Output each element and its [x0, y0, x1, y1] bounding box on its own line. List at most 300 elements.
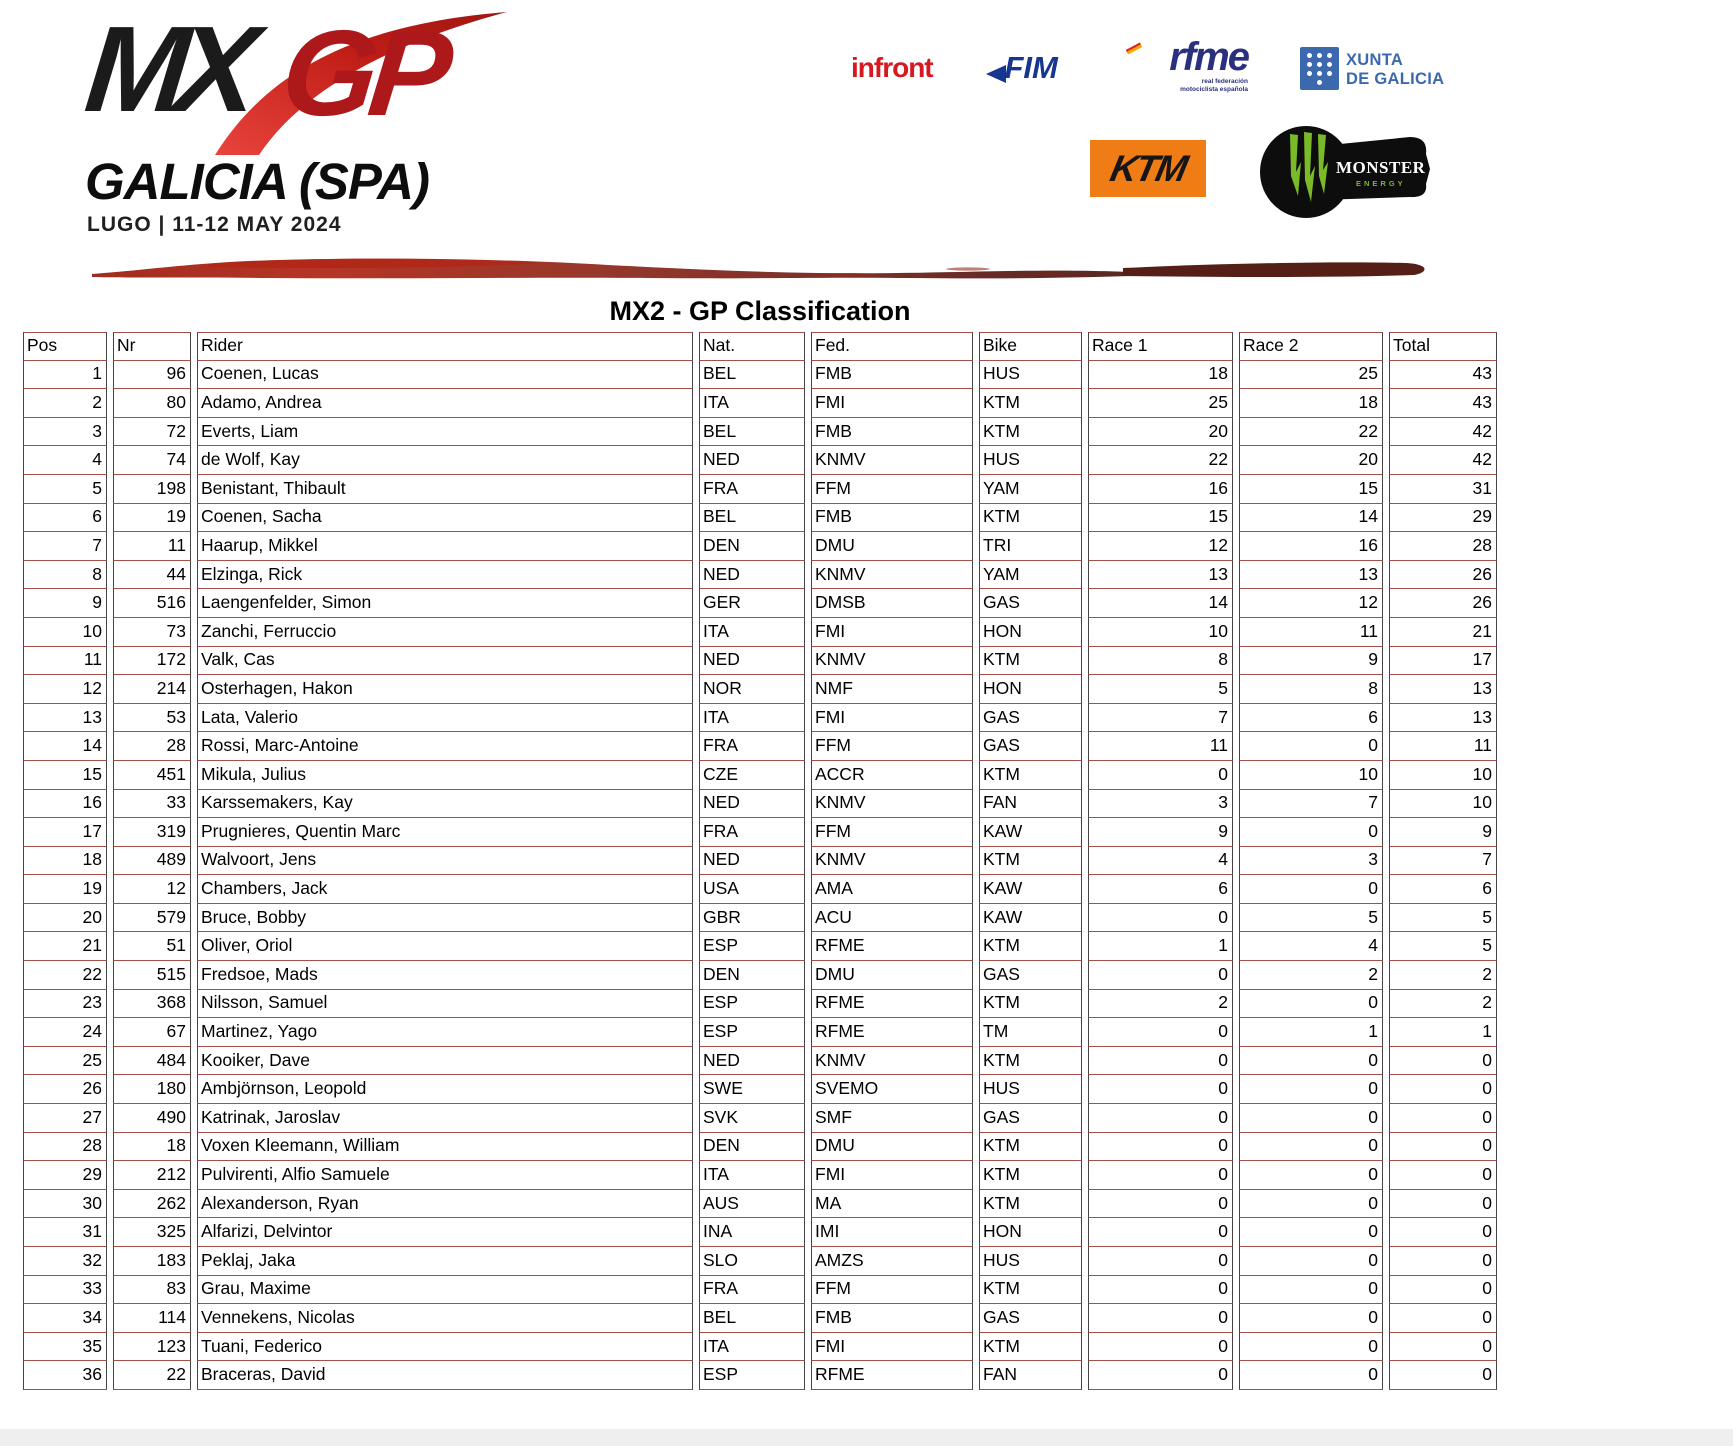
cell-race-2: 7 — [1239, 790, 1383, 819]
cell-race-2: 22 — [1239, 418, 1383, 447]
cell-fed: KNMV — [811, 561, 973, 590]
fim-logo — [986, 50, 1058, 86]
cell-bike: KTM — [979, 847, 1082, 876]
cell-total: 0 — [1389, 1276, 1497, 1305]
cell-rider: Rossi, Marc-Antoine — [197, 732, 693, 761]
cell-pos: 7 — [23, 532, 107, 561]
cell-race-1: 0 — [1088, 1133, 1233, 1162]
cell-pos: 2 — [23, 389, 107, 418]
cell-total: 13 — [1389, 675, 1497, 704]
cell-nr: 18 — [113, 1133, 191, 1162]
cell-pos: 22 — [23, 961, 107, 990]
cell-rider: Vennekens, Nicolas — [197, 1304, 693, 1333]
cell-bike: GAS — [979, 704, 1082, 733]
cell-nat: FRA — [699, 1276, 805, 1305]
cell-rider: Bruce, Bobby — [197, 904, 693, 933]
table-row — [23, 446, 1497, 475]
cell-pos: 20 — [23, 904, 107, 933]
cell-race-1: 20 — [1088, 418, 1233, 447]
cell-rider: Osterhagen, Hakon — [197, 675, 693, 704]
cell-bike: FAN — [979, 1361, 1082, 1390]
cell-pos: 23 — [23, 990, 107, 1019]
cell-total: 26 — [1389, 589, 1497, 618]
cell-rider: Karssemakers, Kay — [197, 790, 693, 819]
xunta-text-line2: DE GALICIA — [1346, 69, 1445, 88]
cell-race-2: 4 — [1239, 932, 1383, 961]
cell-fed: RFME — [811, 1361, 973, 1390]
cell-total: 29 — [1389, 504, 1497, 533]
cell-bike: HON — [979, 675, 1082, 704]
cell-race-2: 5 — [1239, 904, 1383, 933]
cell-bike: KTM — [979, 990, 1082, 1019]
energy-text: ENERGY — [1356, 179, 1406, 188]
cell-nat: NED — [699, 561, 805, 590]
cell-pos: 10 — [23, 618, 107, 647]
cell-nat: ESP — [699, 990, 805, 1019]
cell-race-2: 0 — [1239, 1333, 1383, 1362]
cell-nat: NED — [699, 647, 805, 676]
cell-nr: 516 — [113, 589, 191, 618]
cell-rider: Haarup, Mikkel — [197, 532, 693, 561]
cell-rider: Everts, Liam — [197, 418, 693, 447]
table-row — [23, 818, 1497, 847]
monster-text: MONSTER — [1336, 158, 1426, 177]
cell-nr: 579 — [113, 904, 191, 933]
cell-total: 31 — [1389, 475, 1497, 504]
cell-race-2: 13 — [1239, 561, 1383, 590]
cell-race-2: 25 — [1239, 361, 1383, 390]
cell-rider: Kooiker, Dave — [197, 1047, 693, 1076]
cell-rider: Tuani, Federico — [197, 1333, 693, 1362]
table-row — [23, 904, 1497, 933]
table-row — [23, 418, 1497, 447]
cell-nat: SWE — [699, 1075, 805, 1104]
table-row — [23, 847, 1497, 876]
cell-nat: ITA — [699, 389, 805, 418]
column-header-nr: Nr — [113, 332, 191, 361]
cell-total: 0 — [1389, 1247, 1497, 1276]
cell-rider: Zanchi, Ferruccio — [197, 618, 693, 647]
cell-race-1: 0 — [1088, 1190, 1233, 1219]
table-row — [23, 1218, 1497, 1247]
cell-fed: RFME — [811, 932, 973, 961]
cell-pos: 5 — [23, 475, 107, 504]
cell-nat: SVK — [699, 1104, 805, 1133]
cell-total: 0 — [1389, 1133, 1497, 1162]
cell-rider: Elzinga, Rick — [197, 561, 693, 590]
cell-fed: FMB — [811, 1304, 973, 1333]
cell-nat: ITA — [699, 1161, 805, 1190]
cell-total: 43 — [1389, 389, 1497, 418]
table-row — [23, 1361, 1497, 1390]
cell-race-2: 0 — [1239, 1133, 1383, 1162]
cell-race-1: 0 — [1088, 1047, 1233, 1076]
cell-nr: 114 — [113, 1304, 191, 1333]
cell-nat: NED — [699, 790, 805, 819]
cell-fed: SVEMO — [811, 1075, 973, 1104]
cell-rider: Fredsoe, Mads — [197, 961, 693, 990]
cell-nat: BEL — [699, 1304, 805, 1333]
cell-nr: 72 — [113, 418, 191, 447]
cell-nat: INA — [699, 1218, 805, 1247]
mxgp-wordmark — [79, 1, 517, 155]
cell-fed: FMI — [811, 704, 973, 733]
table-row — [23, 618, 1497, 647]
cell-nat: BEL — [699, 504, 805, 533]
cell-pos: 24 — [23, 1018, 107, 1047]
cell-fed: DMSB — [811, 589, 973, 618]
cell-bike: YAM — [979, 561, 1082, 590]
table-row — [23, 1133, 1497, 1162]
cell-race-1: 2 — [1088, 990, 1233, 1019]
event-name: GALICIA (SPA) — [85, 153, 429, 210]
cell-race-1: 11 — [1088, 732, 1233, 761]
cell-fed: FFM — [811, 818, 973, 847]
cell-race-1: 0 — [1088, 961, 1233, 990]
cell-nat: NOR — [699, 675, 805, 704]
cell-nr: 74 — [113, 446, 191, 475]
cell-nat: SLO — [699, 1247, 805, 1276]
cell-rider: Walvoort, Jens — [197, 847, 693, 876]
cell-fed: FMI — [811, 1161, 973, 1190]
cell-fed: FMI — [811, 618, 973, 647]
cell-race-2: 10 — [1239, 761, 1383, 790]
cell-nr: 368 — [113, 990, 191, 1019]
cell-rider: Braceras, David — [197, 1361, 693, 1390]
cell-fed: DMU — [811, 1133, 973, 1162]
cell-race-1: 0 — [1088, 1304, 1233, 1333]
cell-nr: 489 — [113, 847, 191, 876]
table-row — [23, 561, 1497, 590]
cell-rider: Oliver, Oriol — [197, 932, 693, 961]
cell-total: 9 — [1389, 818, 1497, 847]
cell-race-1: 18 — [1088, 361, 1233, 390]
cell-pos: 6 — [23, 504, 107, 533]
cell-race-2: 2 — [1239, 961, 1383, 990]
fim-logo-text: FIM — [1004, 50, 1058, 85]
cell-nat: ITA — [699, 1333, 805, 1362]
rfme-subtext-line2: motociclista española — [1180, 86, 1248, 94]
cell-nr: 96 — [113, 361, 191, 390]
cell-pos: 13 — [23, 704, 107, 733]
cell-total: 7 — [1389, 847, 1497, 876]
cell-pos: 35 — [23, 1333, 107, 1362]
column-header-bike: Bike — [979, 332, 1082, 361]
cell-nat: AUS — [699, 1190, 805, 1219]
table-row — [23, 990, 1497, 1019]
cell-race-2: 0 — [1239, 1247, 1383, 1276]
cell-race-2: 0 — [1239, 1047, 1383, 1076]
cell-nat: GBR — [699, 904, 805, 933]
cell-nat: CZE — [699, 761, 805, 790]
cell-nat: NED — [699, 1047, 805, 1076]
cell-nr: 44 — [113, 561, 191, 590]
cell-rider: Katrinak, Jaroslav — [197, 1104, 693, 1133]
cell-bike: HUS — [979, 361, 1082, 390]
cell-rider: Laengenfelder, Simon — [197, 589, 693, 618]
cell-race-1: 0 — [1088, 1276, 1233, 1305]
cell-bike: KAW — [979, 904, 1082, 933]
cell-total: 5 — [1389, 932, 1497, 961]
cell-fed: KNMV — [811, 446, 973, 475]
page-bottom-margin — [0, 1429, 1733, 1446]
cell-bike: KTM — [979, 418, 1082, 447]
cell-fed: FMI — [811, 389, 973, 418]
cell-fed: RFME — [811, 1018, 973, 1047]
cell-nat: NED — [699, 847, 805, 876]
cell-total: 2 — [1389, 990, 1497, 1019]
cell-race-1: 12 — [1088, 532, 1233, 561]
cell-fed: FFM — [811, 475, 973, 504]
cell-bike: KAW — [979, 818, 1082, 847]
cell-bike: GAS — [979, 1104, 1082, 1133]
cell-nat: FRA — [699, 475, 805, 504]
cell-nat: DEN — [699, 532, 805, 561]
cell-fed: RFME — [811, 990, 973, 1019]
cell-total: 0 — [1389, 1104, 1497, 1133]
cell-race-2: 12 — [1239, 589, 1383, 618]
table-row — [23, 790, 1497, 819]
cell-bike: KTM — [979, 1161, 1082, 1190]
cell-fed: NMF — [811, 675, 973, 704]
cell-pos: 15 — [23, 761, 107, 790]
cell-nat: BEL — [699, 418, 805, 447]
cell-race-1: 15 — [1088, 504, 1233, 533]
cell-nr: 80 — [113, 389, 191, 418]
cell-race-2: 15 — [1239, 475, 1383, 504]
cell-bike: KTM — [979, 389, 1082, 418]
cell-bike: KTM — [979, 761, 1082, 790]
cell-race-2: 16 — [1239, 532, 1383, 561]
table-row — [23, 761, 1497, 790]
cell-nr: 123 — [113, 1333, 191, 1362]
cell-nr: 451 — [113, 761, 191, 790]
monster-claw-icon — [1260, 124, 1430, 219]
cell-rider: Pulvirenti, Alfio Samuele — [197, 1161, 693, 1190]
cell-race-2: 14 — [1239, 504, 1383, 533]
cell-race-2: 3 — [1239, 847, 1383, 876]
cell-total: 21 — [1389, 618, 1497, 647]
cell-race-2: 0 — [1239, 1218, 1383, 1247]
cell-nr: 33 — [113, 790, 191, 819]
cell-total: 43 — [1389, 361, 1497, 390]
table-row — [23, 1104, 1497, 1133]
cell-nat: USA — [699, 875, 805, 904]
cell-rider: Coenen, Sacha — [197, 504, 693, 533]
cell-pos: 28 — [23, 1133, 107, 1162]
cell-race-1: 8 — [1088, 647, 1233, 676]
cell-pos: 18 — [23, 847, 107, 876]
table-row — [23, 1075, 1497, 1104]
cell-nr: 53 — [113, 704, 191, 733]
cell-fed: SMF — [811, 1104, 973, 1133]
cell-bike: GAS — [979, 1304, 1082, 1333]
cell-race-1: 0 — [1088, 1018, 1233, 1047]
table-row — [23, 389, 1497, 418]
cell-race-2: 18 — [1239, 389, 1383, 418]
table-row — [23, 1161, 1497, 1190]
cell-bike: GAS — [979, 961, 1082, 990]
cell-race-2: 20 — [1239, 446, 1383, 475]
cell-race-1: 0 — [1088, 1333, 1233, 1362]
cell-total: 13 — [1389, 704, 1497, 733]
table-row — [23, 1018, 1497, 1047]
cell-pos: 32 — [23, 1247, 107, 1276]
cell-pos: 36 — [23, 1361, 107, 1390]
cell-bike: HON — [979, 618, 1082, 647]
cell-rider: Adamo, Andrea — [197, 389, 693, 418]
ktm-logo — [1090, 140, 1206, 197]
cell-total: 17 — [1389, 647, 1497, 676]
cell-total: 0 — [1389, 1047, 1497, 1076]
cell-nr: 212 — [113, 1161, 191, 1190]
cell-fed: AMZS — [811, 1247, 973, 1276]
cell-rider: de Wolf, Kay — [197, 446, 693, 475]
cell-nr: 172 — [113, 647, 191, 676]
cell-race-1: 13 — [1088, 561, 1233, 590]
cell-nr: 12 — [113, 875, 191, 904]
infront-logo-text: infront — [851, 52, 933, 83]
cell-rider: Benistant, Thibault — [197, 475, 693, 504]
cell-nr: 214 — [113, 675, 191, 704]
cell-total: 11 — [1389, 732, 1497, 761]
cell-fed: IMI — [811, 1218, 973, 1247]
cell-nat: FRA — [699, 818, 805, 847]
cell-pos: 3 — [23, 418, 107, 447]
cell-total: 2 — [1389, 961, 1497, 990]
table-row — [23, 1190, 1497, 1219]
cell-nr: 73 — [113, 618, 191, 647]
cell-bike: KTM — [979, 1190, 1082, 1219]
xunta-de-galicia-logo — [1300, 47, 1444, 90]
cell-rider: Coenen, Lucas — [197, 361, 693, 390]
infront-logo — [851, 52, 933, 84]
cell-bike: HON — [979, 1218, 1082, 1247]
cell-race-2: 0 — [1239, 818, 1383, 847]
cell-nr: 180 — [113, 1075, 191, 1104]
mxgp-event-logo — [79, 1, 555, 236]
logo-gp-text: GP — [275, 5, 451, 141]
cell-race-2: 0 — [1239, 1361, 1383, 1390]
xunta-text-line1: XUNTA — [1346, 51, 1404, 69]
cell-race-1: 4 — [1088, 847, 1233, 876]
cell-nr: 67 — [113, 1018, 191, 1047]
cell-bike: HUS — [979, 446, 1082, 475]
table-row — [23, 961, 1497, 990]
cell-race-2: 0 — [1239, 990, 1383, 1019]
cell-pos: 4 — [23, 446, 107, 475]
cell-race-1: 25 — [1088, 389, 1233, 418]
cell-bike: TRI — [979, 532, 1082, 561]
table-row — [23, 532, 1497, 561]
cell-race-1: 0 — [1088, 1247, 1233, 1276]
cell-bike: HUS — [979, 1247, 1082, 1276]
cell-race-2: 0 — [1239, 1161, 1383, 1190]
cell-fed: ACU — [811, 904, 973, 933]
cell-race-2: 0 — [1239, 1304, 1383, 1333]
cell-nr: 198 — [113, 475, 191, 504]
cell-race-1: 3 — [1088, 790, 1233, 819]
cell-nat: DEN — [699, 961, 805, 990]
xunta-crest-icon — [1300, 47, 1339, 90]
cell-fed: FMB — [811, 504, 973, 533]
column-header-race-2: Race 2 — [1239, 332, 1383, 361]
table-row — [23, 1047, 1497, 1076]
cell-race-2: 0 — [1239, 1276, 1383, 1305]
classification-table — [17, 332, 1503, 1390]
cell-nr: 515 — [113, 961, 191, 990]
table-row — [23, 932, 1497, 961]
fim-wing-icon — [986, 65, 1006, 83]
cell-fed: DMU — [811, 532, 973, 561]
cell-race-1: 0 — [1088, 1218, 1233, 1247]
cell-race-1: 14 — [1088, 589, 1233, 618]
cell-pos: 30 — [23, 1190, 107, 1219]
cell-fed: FFM — [811, 1276, 973, 1305]
cell-total: 1 — [1389, 1018, 1497, 1047]
column-header-total: Total — [1389, 332, 1497, 361]
cell-race-1: 0 — [1088, 1104, 1233, 1133]
table-row — [23, 1333, 1497, 1362]
cell-pos: 1 — [23, 361, 107, 390]
cell-pos: 14 — [23, 732, 107, 761]
cell-total: 10 — [1389, 790, 1497, 819]
cell-race-2: 11 — [1239, 618, 1383, 647]
cell-pos: 31 — [23, 1218, 107, 1247]
cell-total: 0 — [1389, 1075, 1497, 1104]
ktm-logo-text: KTM — [1106, 147, 1190, 189]
column-header-nat: Nat. — [699, 332, 805, 361]
cell-bike: KTM — [979, 647, 1082, 676]
cell-bike: KTM — [979, 1047, 1082, 1076]
cell-pos: 8 — [23, 561, 107, 590]
cell-rider: Nilsson, Samuel — [197, 990, 693, 1019]
cell-nr: 51 — [113, 932, 191, 961]
cell-nr: 262 — [113, 1190, 191, 1219]
cell-pos: 27 — [23, 1104, 107, 1133]
cell-total: 0 — [1389, 1218, 1497, 1247]
table-row — [23, 361, 1497, 390]
cell-fed: KNMV — [811, 1047, 973, 1076]
cell-bike: YAM — [979, 475, 1082, 504]
cell-race-2: 0 — [1239, 1104, 1383, 1133]
rfme-logo — [1118, 36, 1248, 95]
rfme-logo-text: rfme — [1169, 35, 1248, 79]
cell-pos: 25 — [23, 1047, 107, 1076]
cell-rider: Martinez, Yago — [197, 1018, 693, 1047]
cell-rider: Mikula, Julius — [197, 761, 693, 790]
column-header-rider: Rider — [197, 332, 693, 361]
table-row — [23, 504, 1497, 533]
cell-total: 0 — [1389, 1333, 1497, 1362]
cell-nat: NED — [699, 446, 805, 475]
cell-pos: 11 — [23, 647, 107, 676]
cell-bike: KTM — [979, 1133, 1082, 1162]
cell-rider: Peklaj, Jaka — [197, 1247, 693, 1276]
cell-fed: AMA — [811, 875, 973, 904]
logo-mx-text: MX — [79, 1, 254, 137]
cell-nr: 28 — [113, 732, 191, 761]
cell-rider: Alexanderson, Ryan — [197, 1190, 693, 1219]
cell-race-1: 0 — [1088, 1161, 1233, 1190]
table-row — [23, 732, 1497, 761]
cell-total: 28 — [1389, 532, 1497, 561]
cell-fed: FFM — [811, 732, 973, 761]
column-header-fed: Fed. — [811, 332, 973, 361]
cell-race-2: 1 — [1239, 1018, 1383, 1047]
cell-bike: GAS — [979, 589, 1082, 618]
cell-bike: TM — [979, 1018, 1082, 1047]
